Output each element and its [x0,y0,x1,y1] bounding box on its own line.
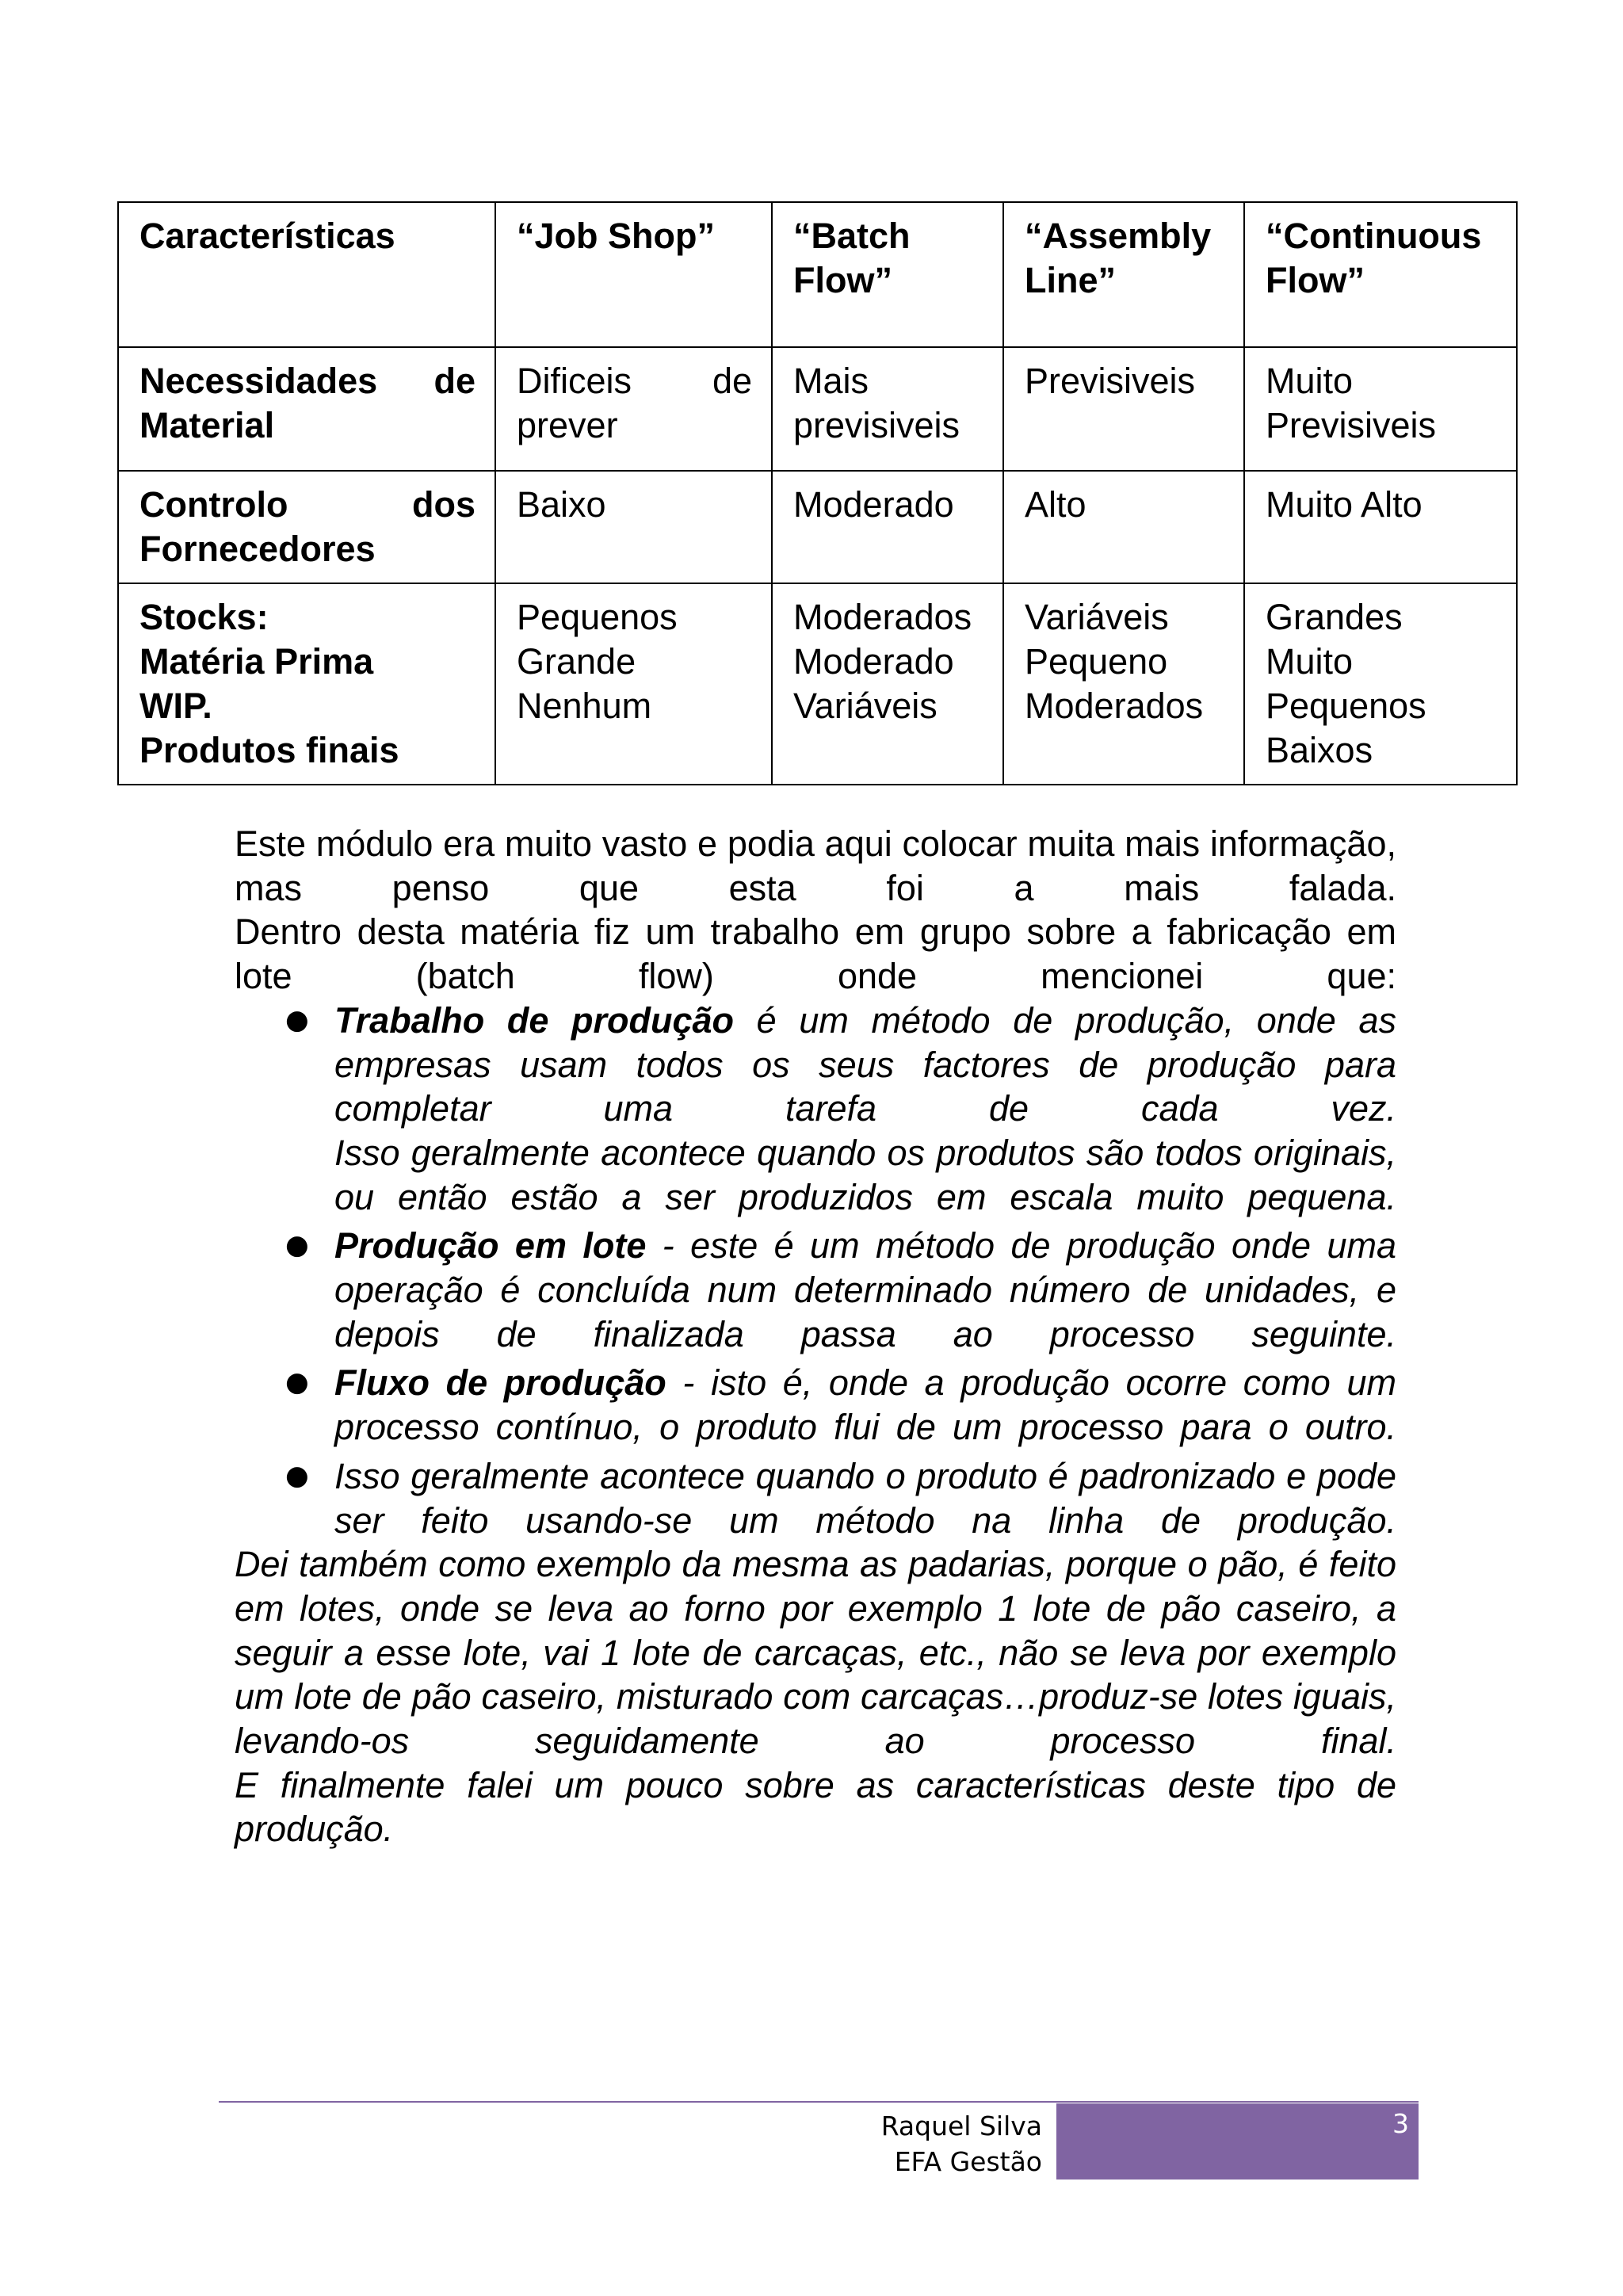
table-header-cell: Características [118,202,495,347]
page-number: 3 [1392,2108,1409,2139]
stock-value: Pequeno [1025,641,1168,682]
stock-value: Variáveis [1025,597,1169,637]
bullet-icon: ● [285,1459,309,1492]
footer-course: EFA Gestão [894,2146,1042,2177]
table-cell: Muito Alto [1244,471,1517,583]
bullet-icon: ● [285,1366,309,1399]
bullet-list [235,999,1396,1542]
paragraph [235,1763,1396,1851]
table-cell: Muito Previsiveis [1244,347,1517,471]
paragraph [235,822,1396,910]
paragraph-text: Dentro desta matéria fiz um trabalho em grupo sobre a fabricação em lote (batch flow) onde mencionei que: [235,911,1396,997]
stock-label-line: Produtos finais [139,730,399,770]
table-cell [772,583,1003,785]
table-row [118,583,1517,785]
stock-value: Grande [517,641,636,682]
bullet-term: Trabalho de produção [334,999,735,1041]
bullet-icon: ● [285,1229,309,1262]
table-row [118,471,1517,583]
table-cell: Alto [1003,471,1244,583]
bullet-text [334,1361,1396,1449]
stock-value: Baixos [1266,730,1373,770]
list-item [235,1454,1396,1542]
stock-value: Moderados [793,597,972,637]
stock-label-line: Matéria Prima [139,641,374,682]
body-text [235,822,1396,1851]
stock-value: Variáveis [793,686,938,726]
table-cell [495,583,772,785]
bullet-icon: ● [285,1003,309,1036]
bullet-text [334,999,1396,1131]
table-row-label [118,583,495,785]
table-header-cell: “Batch Flow” [772,202,1003,347]
stock-value: Grandes [1266,597,1403,637]
stock-value: Moderado [793,641,954,682]
bullet-text: Isso geralmente acontece quando o produto é padronizado e pode ser feito usando-se um método na linha de produção. [334,1455,1396,1541]
list-item [235,1224,1396,1356]
stock-value: Pequenos [1266,686,1426,726]
paragraph [235,910,1396,998]
table-row [118,347,1517,471]
bullet-extra: Isso geralmente acontece quando os produtos são todos originais, ou então estão a ser produzidos em escala muito pequena. [334,1132,1396,1217]
bullet-term: Produção em lote [334,1225,647,1266]
table-header-cell: “Continuous Flow” [1244,202,1517,347]
table-cell: Mais previsiveis [772,347,1003,471]
bullet-term: Fluxo de produção [334,1362,666,1404]
paragraph [235,1542,1396,1763]
paragraph-text: Este módulo era muito vasto e podia aqui colocar muita mais informação, mas penso que esta foi a mais falada. [235,823,1396,908]
footer-author: Raquel Silva [880,2111,1042,2141]
page-number-box [1056,2103,1419,2179]
bullet-text [334,1224,1396,1356]
bullet-body: - este é um método de produção onde uma operação é concluída num determinado número de unidades, e depois de finalizada passa ao processo seguinte. [334,1225,1396,1354]
table-cell: Dificeis de prever [495,347,772,471]
table-header-cell: “Job Shop” [495,202,772,347]
stock-value: Pequenos [517,597,678,637]
footer-divider [219,2101,1419,2103]
list-item [235,999,1396,1220]
stock-value: Moderados [1025,686,1204,726]
bullet-body: é um método de produção, onde as empresas usam todos os seus factores de produção para completar uma tarefa de cada vez. [334,999,1396,1129]
bullet-body: - isto é, onde a produção ocorre como um processo contínuo, o produto flui de um processo para o outro. [334,1362,1396,1448]
list-item [235,1361,1396,1449]
table-row-label: Necessidades de Material [118,347,495,471]
table-cell: Baixo [495,471,772,583]
stock-label-line: WIP. [139,686,212,726]
characteristics-table [117,201,1518,785]
stock-value: Muito [1266,641,1354,682]
table-cell: Previsiveis [1003,347,1244,471]
table-header-row [118,202,1517,347]
table-header-cell: “Assembly Line” [1003,202,1244,347]
paragraph-text: E finalmente falei um pouco sobre as características deste tipo de produção. [235,1764,1396,1850]
footer-author-block [800,2108,1042,2179]
table-row-label: Controlo dos Fornecedores [118,471,495,583]
table-cell [1244,583,1517,785]
paragraph-text: Dei também como exemplo da mesma as padarias, porque o pão, é feito em lotes, onde se leva ao forno por exemplo 1 lote de pão caseiro, a seguir a esse lote, vai 1 lote de carcaças, etc., não se leva por exemplo um lote de pão caseiro, misturado com carcaças…produz-se lotes iguais, levando-os seguidamente ao processo final. [235,1544,1396,1762]
table-cell: Moderado [772,471,1003,583]
stock-value: Nenhum [517,686,652,726]
stock-label-line: Stocks: [139,597,269,637]
table-cell [1003,583,1244,785]
